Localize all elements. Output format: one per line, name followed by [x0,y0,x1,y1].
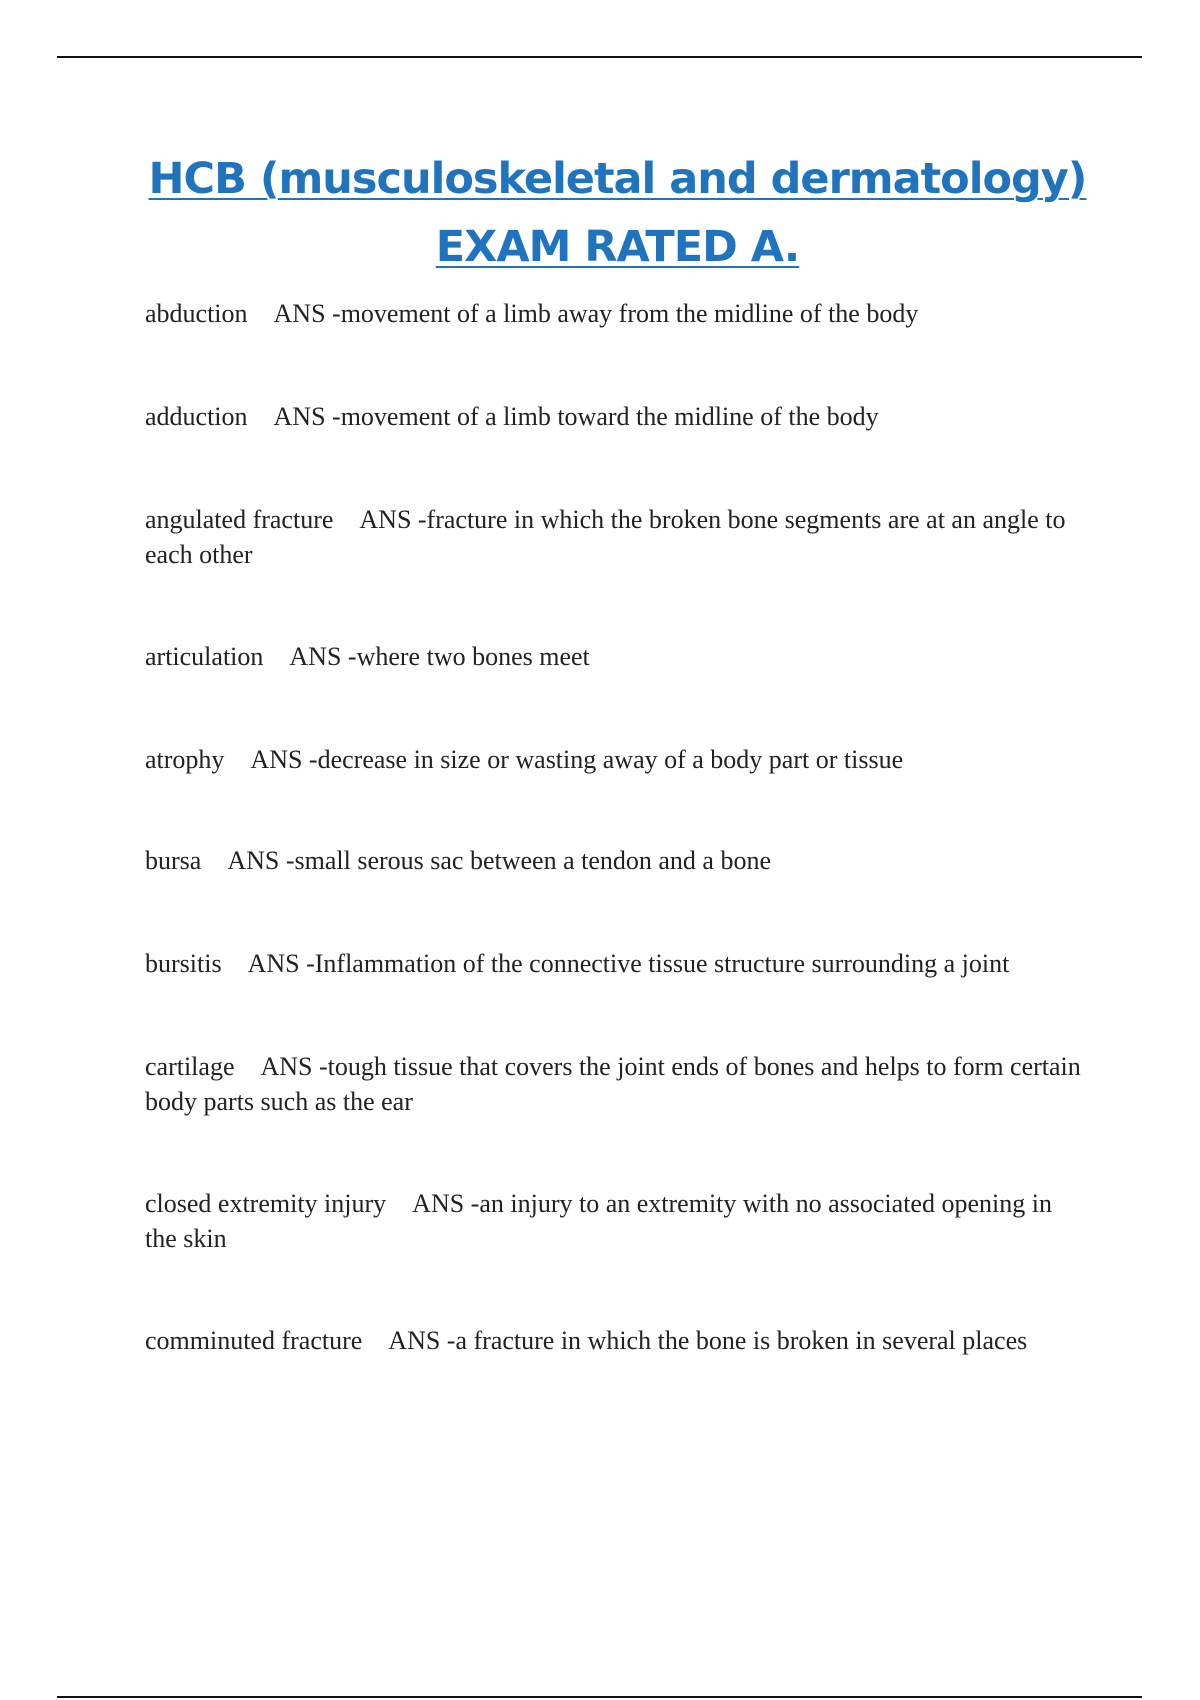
qa-entry [145,639,1085,674]
entry-term: closed extremity injury [145,1189,387,1218]
entry-answer: ANS -an injury to an extremity with no associated opening in the skin [145,1189,1052,1253]
entry-answer: ANS -small serous sac between a tendon and a bone [227,846,772,875]
entry-term: comminuted fracture [145,1326,363,1355]
footer-rule [57,1696,1142,1698]
qa-entry [145,1049,1085,1119]
qa-entry [145,843,1085,878]
document-title [0,145,1200,281]
entry-answer: ANS -movement of a limb toward the midline of the body [273,402,879,431]
entry-term: articulation [145,642,264,671]
entry-answer: ANS -where two bones meet [289,642,590,671]
qa-entry [145,1323,1085,1358]
entry-answer: ANS -movement of a limb away from the midline of the body [273,299,919,328]
entry-term: cartilage [145,1052,235,1081]
entry-answer: ANS -fracture in which the broken bone segments are at an angle to each other [145,505,1066,569]
title-line-1: HCB (musculoskeletal and dermatology) [148,154,1087,204]
entry-answer: ANS -tough tissue that covers the joint ends of bones and helps to form certain body parts such as the ear [145,1052,1081,1116]
title-line-2: EXAM RATED A. [435,222,800,272]
entry-term: angulated fracture [145,505,334,534]
entry-term: atrophy [145,745,225,774]
qa-entry [145,502,1085,572]
entry-term: bursitis [145,949,222,978]
entry-answer: ANS -a fracture in which the bone is broken in several places [388,1326,1028,1355]
entry-term: abduction [145,299,248,328]
header-rule [57,56,1142,58]
qa-entry [145,946,1085,981]
entry-answer: ANS -Inflammation of the connective tissue structure surrounding a joint [247,949,1010,978]
qa-entry [145,742,1085,777]
qa-entry [145,399,1085,434]
qa-entry [145,296,1085,331]
entry-term: bursa [145,846,202,875]
qa-entry [145,1186,1085,1256]
entry-answer: ANS -decrease in size or wasting away of a body part or tissue [250,745,904,774]
entry-term: adduction [145,402,248,431]
